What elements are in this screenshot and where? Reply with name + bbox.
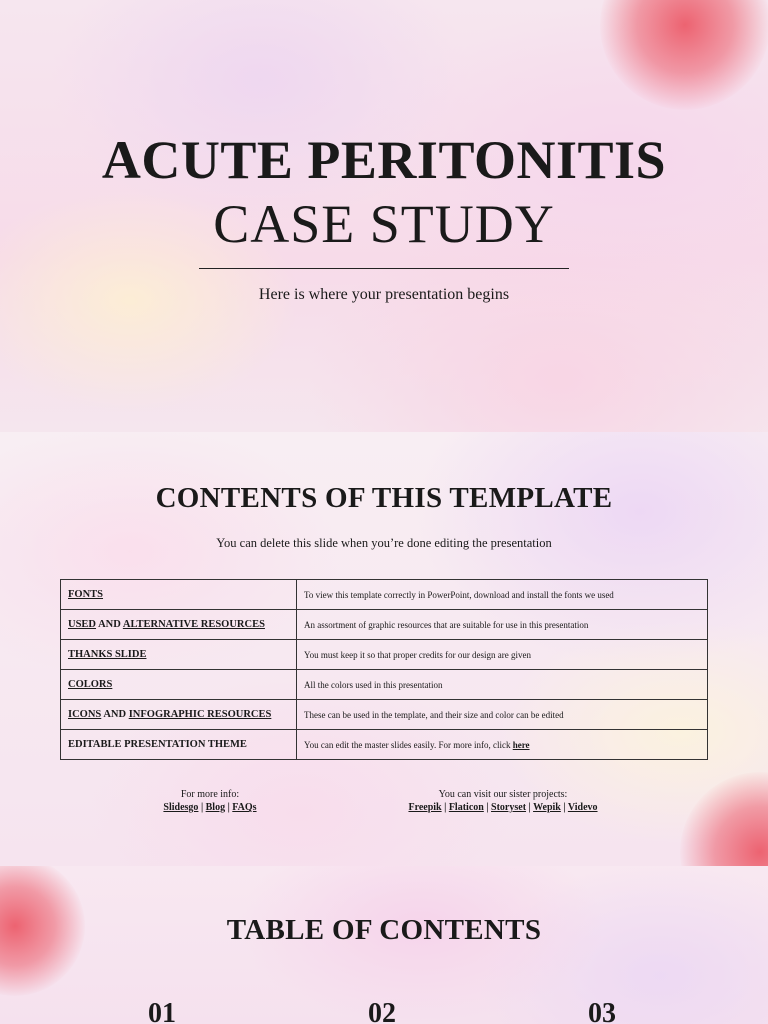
row-description: You must keep it so that proper credits for our design are given — [297, 640, 708, 670]
fonts-link[interactable]: FONTS — [68, 589, 104, 600]
faqs-link[interactable]: FAQs — [232, 802, 257, 813]
sister-projects-footer — [353, 788, 653, 814]
row-connector: AND — [103, 709, 127, 720]
row-description: To view this template correctly in PowerPoint, download and install the fonts we used — [297, 580, 708, 610]
colors-link[interactable]: COLORS — [68, 679, 113, 690]
row-description: You can edit the master slides easily. For more info, click — [304, 739, 511, 750]
videvo-link[interactable]: Videvo — [567, 802, 598, 813]
link-separator: | — [227, 802, 230, 813]
title-line-2: CASE STUDY — [213, 194, 555, 254]
storyset-link[interactable]: Storyset — [491, 802, 527, 813]
section-number: 02 — [368, 998, 396, 1024]
table-row — [61, 580, 708, 610]
row-description: All the colors used in this presentation — [297, 670, 708, 700]
link-separator: | — [486, 802, 489, 813]
link-separator: | — [528, 802, 531, 813]
link-separator: | — [444, 802, 447, 813]
table-row — [61, 700, 708, 730]
row-description: These can be used in the template, and their size and color can be edited — [297, 700, 708, 730]
row-connector: AND — [98, 619, 121, 630]
title-divider — [199, 268, 569, 269]
contents-heading: CONTENTS OF THIS TEMPLATE — [155, 482, 613, 514]
subtitle: Here is where your presentation begins — [258, 286, 510, 303]
thanks-slide-link[interactable]: THANKS SLIDE — [68, 649, 147, 660]
infographic-resources-link[interactable]: INFOGRAPHIC RESOURCES — [128, 709, 272, 720]
here-link[interactable]: here — [512, 739, 530, 750]
more-info-footer — [60, 788, 360, 814]
contents-note: You can delete this slide when you’re done editing the presentation — [216, 536, 552, 550]
link-separator: | — [563, 802, 566, 813]
flaticon-link[interactable]: Flaticon — [448, 802, 484, 813]
used-link[interactable]: USED — [68, 619, 97, 630]
table-row — [61, 640, 708, 670]
more-info-label: For more info: — [180, 789, 240, 800]
row-description: An assortment of graphic resources that are suitable for use in this presentation — [297, 610, 708, 640]
title-line-1: ACUTE PERITONITIS — [101, 130, 667, 190]
table-row — [61, 730, 708, 760]
toc-heading: TABLE OF CONTENTS — [226, 914, 542, 946]
coral-blob-decoration — [680, 772, 768, 866]
section-number: 03 — [588, 998, 616, 1024]
wepik-link[interactable]: Wepik — [533, 802, 561, 813]
table-row — [61, 670, 708, 700]
table-row — [61, 610, 708, 640]
coral-blob-decoration — [600, 0, 768, 110]
icons-link[interactable]: ICONS — [68, 709, 102, 720]
table-of-contents-slide — [0, 866, 768, 1024]
section-number: 01 — [148, 998, 176, 1024]
freepik-link[interactable]: Freepik — [408, 802, 442, 813]
alternative-resources-link[interactable]: ALTERNATIVE RESOURCES — [122, 619, 265, 630]
sister-projects-label: You can visit our sister projects: — [438, 789, 568, 800]
slidesgo-link[interactable]: Slidesgo — [163, 802, 199, 813]
title-slide — [0, 0, 768, 432]
blog-link[interactable]: Blog — [205, 802, 226, 813]
link-separator: | — [200, 802, 204, 813]
contents-table — [60, 579, 708, 760]
contents-slide — [0, 432, 768, 866]
row-label: EDITABLE PRESENTATION THEME — [61, 730, 297, 760]
